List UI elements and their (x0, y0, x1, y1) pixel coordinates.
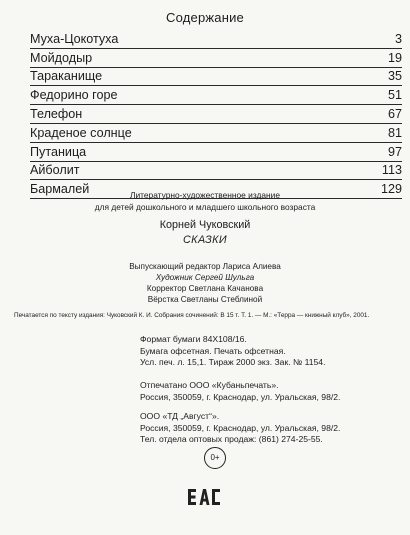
toc-entry-page: 3 (394, 31, 402, 46)
toc-entry-title: Мойдодыр (30, 50, 93, 65)
toc-row (30, 68, 402, 87)
source-note: Печатается по тексту издания: Чуковский К. И. Собрания сочинений: В 15 т. Т. 1. — М.: «Терра — книжный клуб», 2001. (14, 312, 370, 319)
print-paper: Бумага офсетная. Печать офсетная. (140, 345, 286, 356)
toc-entry-page: 19 (387, 50, 402, 65)
print-info (140, 334, 325, 369)
toc-entry-page: 113 (381, 163, 402, 178)
toc-row (30, 86, 402, 105)
print-format: Формат бумаги 84Х108/16. (140, 334, 247, 344)
credit-editor: Выпускающий редактор Лариса Алиева (129, 262, 281, 271)
publisher-name: ООО «ТД „Август“». (140, 411, 220, 421)
toc-entry-page: 35 (387, 69, 402, 84)
toc-row (30, 30, 402, 49)
toc-entry-title: Телефон (30, 106, 83, 121)
toc-entry-title: Путаница (30, 144, 87, 159)
edition-type: Литературно-художественное издание (129, 190, 281, 200)
toc-row (30, 124, 402, 143)
printer-info (140, 380, 340, 403)
age-rating-badge: 0+ (204, 447, 226, 469)
toc-entry-page: 97 (387, 144, 402, 159)
toc-entry-title: Краденое солнце (30, 125, 132, 140)
credit-proofreader: Корректор Светлана Качанова (146, 284, 264, 293)
eac-mark-icon (186, 487, 222, 507)
book-author: Корней Чуковский (159, 219, 251, 231)
table-of-contents (30, 30, 402, 199)
toc-entry-title: Бармалей (30, 182, 90, 197)
toc-row (30, 143, 402, 162)
toc-entry-page: 67 (387, 106, 402, 121)
book-title: СКАЗКИ (182, 234, 227, 246)
toc-row (30, 49, 402, 68)
credit-layout: Вёрстка Светланы Стеблиной (147, 295, 263, 304)
edition-audience: для детей дошкольного и младшего школьного возраста (94, 202, 316, 212)
print-run: Усл. печ. л. 15,1. Тираж 2000 экз. Зак. № 1154. (140, 357, 326, 368)
toc-row (30, 105, 402, 124)
toc-row (30, 162, 402, 181)
credit-illustrator: Художник Сергей Шульга (155, 273, 255, 282)
toc-entry-title: Федорино горе (30, 88, 118, 103)
printer-name: Отпечатано ООО «Кубаньпечать». (140, 380, 279, 390)
toc-entry-title: Тараканище (30, 69, 103, 84)
toc-heading: Содержание (166, 10, 244, 25)
toc-entry-page: 81 (387, 125, 402, 140)
toc-entry-title: Айболит (30, 163, 80, 178)
publisher-address: Россия, 350059, г. Краснодар, ул. Уральская, 98/2. (140, 422, 341, 433)
printer-address: Россия, 350059, г. Краснодар, ул. Уральская, 98/2. (140, 391, 341, 402)
publisher-info (140, 411, 340, 446)
publisher-phone: Тел. отдела оптовых продаж: (861) 274-25-55. (140, 434, 323, 445)
toc-entry-page: 51 (387, 88, 402, 103)
toc-entry-title: Муха-Цокотуха (30, 31, 119, 46)
toc-entry-page: 129 (380, 182, 402, 197)
